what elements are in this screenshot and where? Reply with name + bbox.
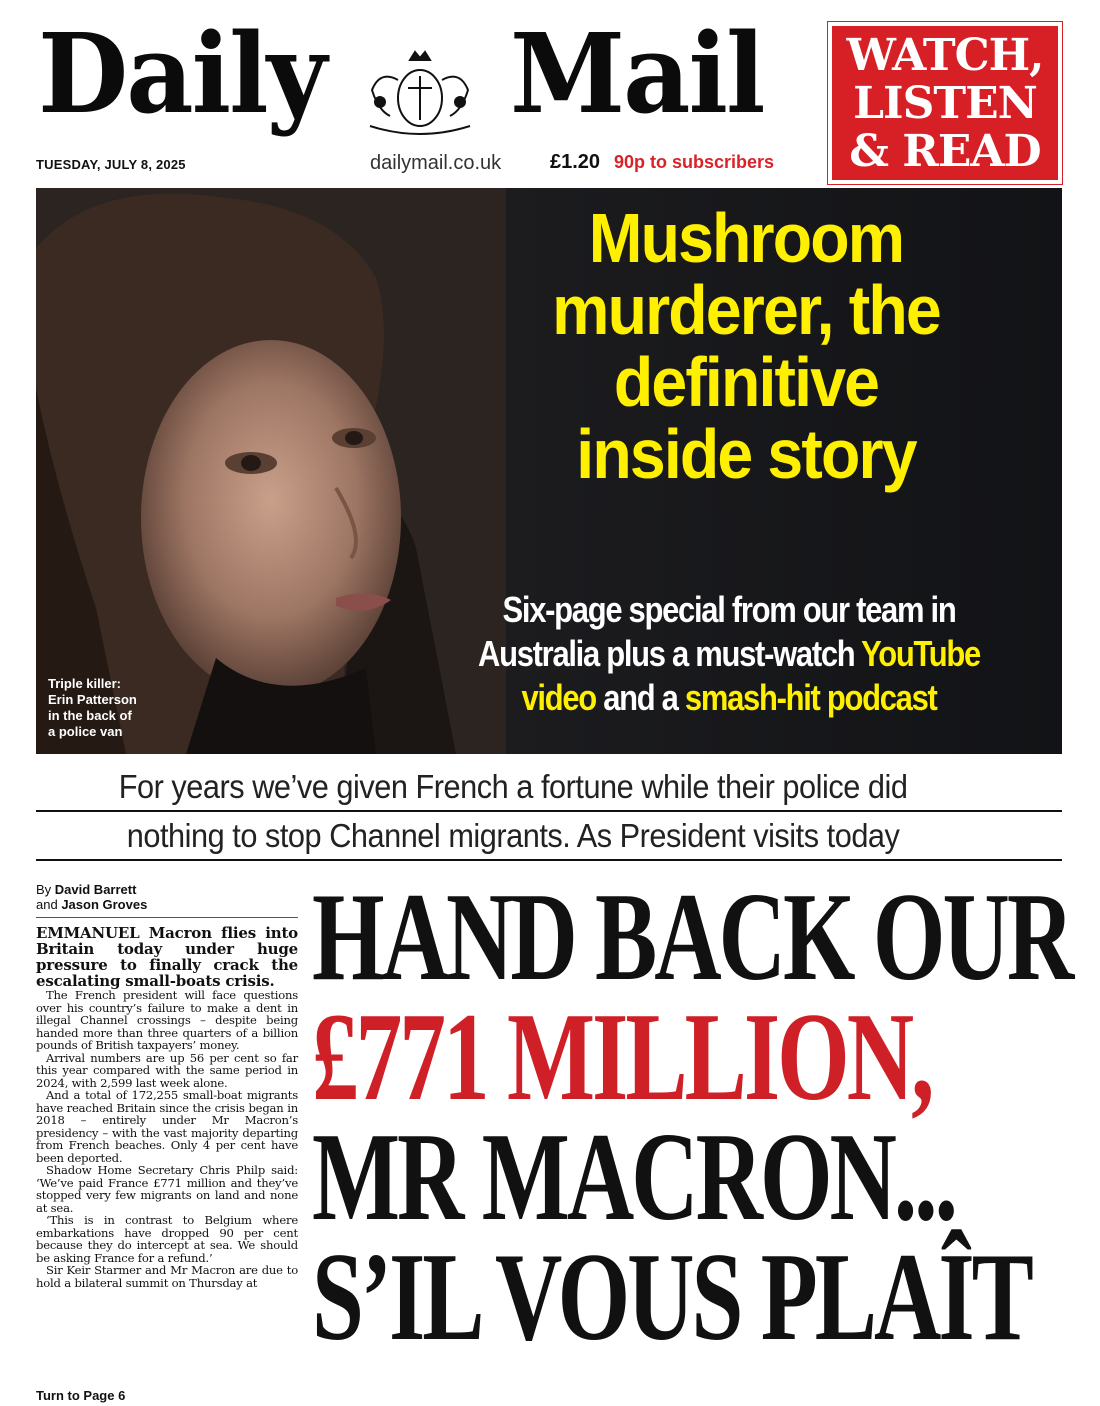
erin-patterson-photo [36,188,506,754]
divider [36,859,1062,861]
strap-line-1: For years we’ve given French a fortune while their police did [118,768,908,805]
hero-headline-line: Mushroom [588,199,904,277]
caption-line: in the back of [48,708,132,723]
headline-line: HAND BACK OUR [312,868,1072,1007]
hero-sub-line: Six-page special from our team in [502,589,956,630]
hero-headline[interactable] [461,199,1031,493]
headline-line: MR MACRON... [312,1108,955,1247]
subscriber-price: 90p to subscribers [614,152,775,172]
hero-sub-text: and a [595,677,685,718]
hero-headline-line: murderer, the [552,271,940,349]
hero-headline-line: definitive [613,343,879,421]
story-lede: EMMANUEL Macron flies into Britain today under huge pressure to finally crack the escalating small-boats crisis. [36,924,298,990]
divider [36,917,298,918]
caption-line: Erin Patterson [48,692,137,707]
divider [36,810,1062,812]
cover-price: £1.20 [550,151,601,173]
strap-line-2: nothing to stop Channel migrants. As President visits today [126,817,900,854]
hero-subheading [443,588,1016,720]
story-paragraph: The French president will face questions over his country’s failure to make a dent in illegal Channel crossings – despite being handed more than three quarters of a billion pounds of British taxpayers’ money. [36,988,298,1052]
podcast-highlight: smash-hit podcast [684,677,937,718]
story-paragraph: Shadow Home Secretary Chris Philp said: ‘We’ve paid France £771 million and they’ve stopped very few migrants on land and none at sea. [36,1163,298,1215]
caption-line: Triple killer: [48,676,121,691]
youtube-highlight: YouTube [861,633,980,674]
hero-sub-text: Australia plus a must-watch [478,633,862,674]
website[interactable]: dailymail.co.uk [370,152,502,174]
byline-line [36,882,147,897]
story-column [36,925,298,1289]
byline-prefix: and [36,897,62,912]
hero-sub-line [443,632,1016,676]
byline-line [36,897,147,912]
video-highlight: video [521,677,596,718]
author-name: Jason Groves [61,897,148,912]
strapline [36,768,1062,866]
promo-line: & READ [849,126,1041,177]
watch-listen-read-promo [828,22,1062,184]
logo-mail: Mail [510,8,764,139]
logo-daily: Daily [38,8,326,139]
masthead [0,0,1100,190]
story-paragraph: ‘This is in contrast to Belgium where embarkations have dropped 90 per cent because they do intercept at sea. We should be asking France for a refund.’ [36,1213,298,1265]
story-paragraph: Arrival numbers are up 56 per cent so far this year compared with the same period in 2024, with 2,599 last week alone. [36,1050,298,1090]
caption-line: a police van [48,724,123,739]
byline [36,882,147,912]
royal-crest-icon [350,40,490,140]
byline-prefix: By [36,882,55,897]
author-name: David Barrett [54,882,137,897]
main-headline[interactable] [312,868,1072,1367]
promo-line: LISTEN [853,78,1037,129]
story-paragraph: And a total of 172,255 small-boat migrants have reached Britain since the crisis began in 2018 – entirely under Mr Macron’s presidency – with the vast majority departing from French beaches. Only 4 per cent have been deported. [36,1088,298,1165]
issue-date: TUESDAY, JULY 8, 2025 [36,157,186,172]
promo-line: WATCH, [846,30,1044,81]
story-paragraph: Sir Keir Starmer and Mr Macron are due to hold a bilateral summit on Thursday at [36,1263,298,1290]
photo-caption [48,676,137,740]
headline-line-red: £771 MILLION, [312,988,932,1127]
turn-to-page-link[interactable]: Turn to Page 6 [36,1388,126,1403]
hero-panel [36,188,1062,754]
hero-headline-line: inside story [576,415,916,493]
story-body [36,989,298,1289]
hero-sub-line [443,676,1016,720]
headline-line: S’IL VOUS PLAÎT [312,1228,1031,1367]
